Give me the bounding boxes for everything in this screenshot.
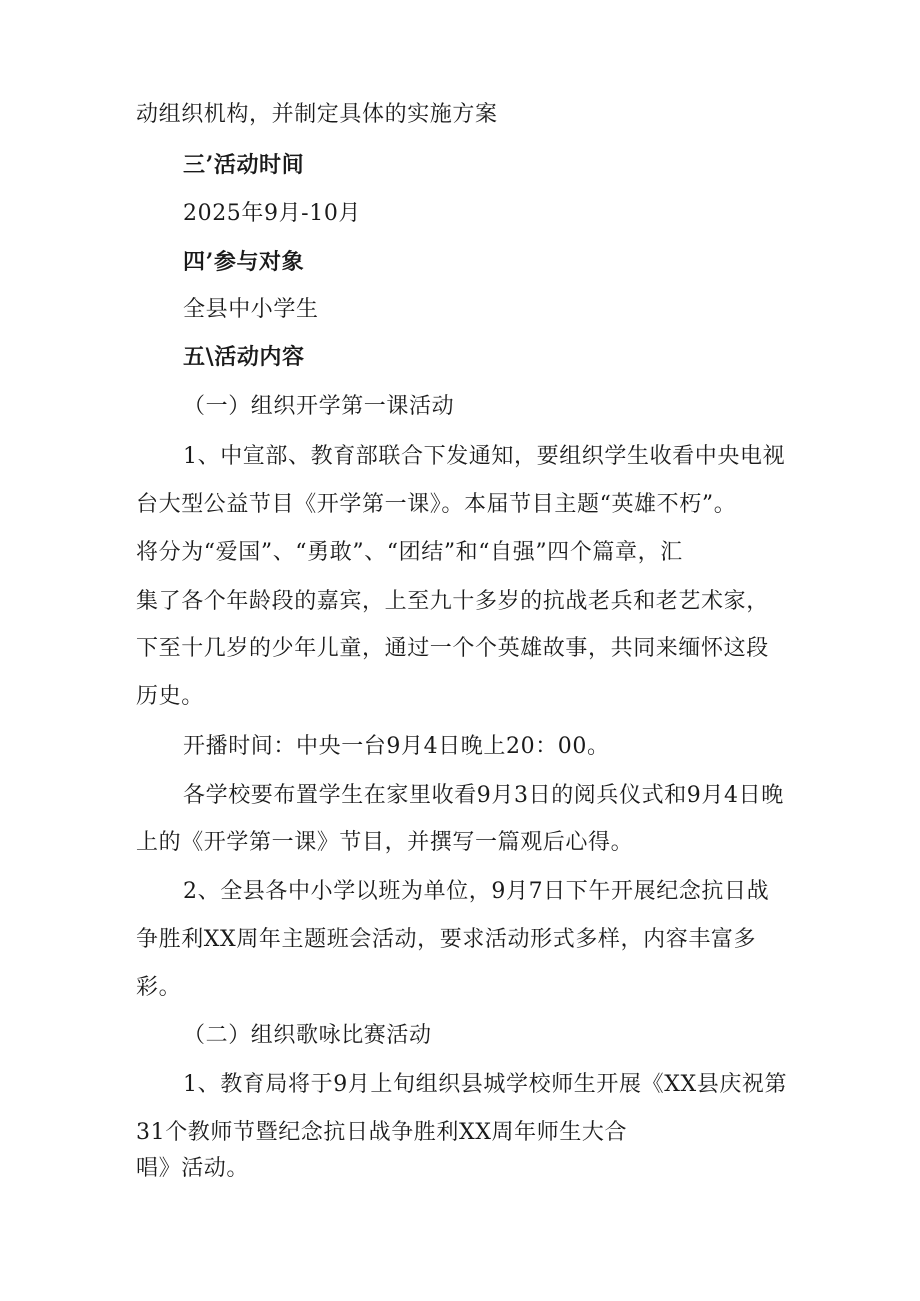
- broadcast-time: 开播时间：中央一台9月4日晚上20：00。: [183, 734, 610, 759]
- activity-time-value: 2025年9月-10月: [183, 201, 362, 226]
- paragraph-line: 下至十几岁的少年儿童，通过一个个英雄故事，共同来缅怀这段: [136, 636, 769, 661]
- paragraph-line: 1、教育局将于9月上旬组织县城学校师生开展《XX县庆祝第: [183, 1072, 788, 1097]
- paragraph-line: 上的《开学第一课》节目，并撰写一篇观后心得。: [136, 830, 634, 855]
- section-heading-time: 三’活动时间: [183, 152, 305, 178]
- subsection-heading-singing: （二）组织歌咏比赛活动: [183, 1023, 432, 1048]
- paragraph-line: 31个教师节暨纪念抗日战争胜利XX周年师生大合: [136, 1120, 628, 1145]
- participants-value: 全县中小学生: [183, 297, 319, 322]
- paragraph-line: 争胜利XX周年主题班会活动，要求活动形式多样，内容丰富多: [136, 927, 757, 952]
- section-heading-content: 五\活动内容: [183, 344, 305, 370]
- paragraph-line: 1、中宣部、教育部联合下发通知，要组织学生收看中央电视: [183, 444, 786, 469]
- paragraph-line: 动组织机构，并制定具体的实施方案: [136, 102, 498, 127]
- paragraph-line: 集了各个年龄段的嘉宾，上至九十多岁的抗战老兵和老艺术家，: [136, 589, 769, 614]
- paragraph-line: 彩。: [136, 975, 182, 1000]
- section-heading-participants: 四’参与对象: [183, 249, 305, 275]
- paragraph-line: 2、全县各中小学以班为单位，9月7日下午开展纪念抗日战: [183, 879, 770, 904]
- paragraph-line: 将分为“爱国”、“勇敢”、“团结”和“自强”四个篇章，汇: [136, 540, 683, 565]
- paragraph-line: 唱》活动。: [136, 1156, 250, 1181]
- paragraph-line: 各学校要布置学生在家里收看9月3日的阅兵仪式和9月4日晚: [183, 783, 784, 808]
- paragraph-line: 历史。: [136, 684, 204, 709]
- subsection-heading-first-lesson: （一）组织开学第一课活动: [183, 394, 455, 419]
- paragraph-line: 台大型公益节目《开学第一课》。本届节目主题“英雄不朽”。: [136, 492, 737, 517]
